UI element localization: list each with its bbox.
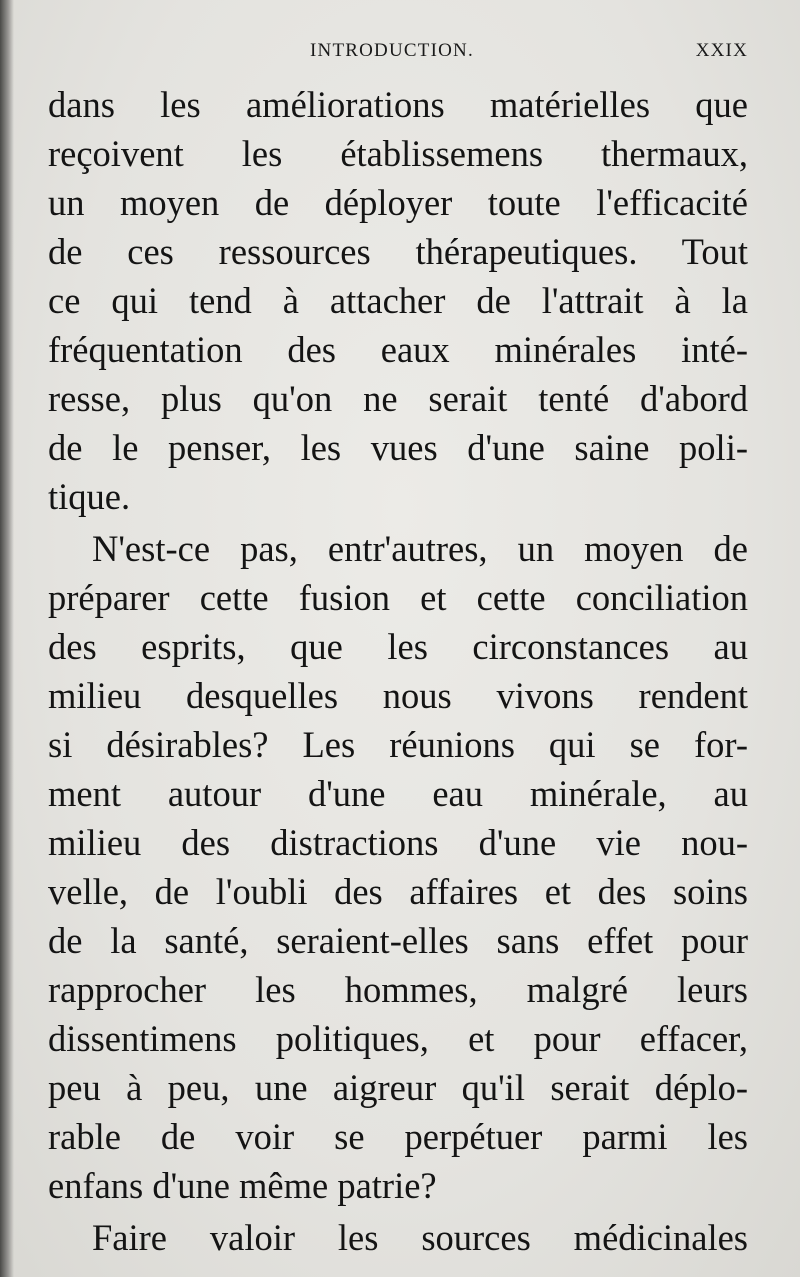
text-line: des esprits, que les circonstances au	[48, 626, 748, 667]
text-line: de la santé, seraient-elles sans effet pour	[48, 920, 748, 961]
body-text	[48, 80, 748, 1262]
text-line: N'est-ce pas, entr'autres, un moyen de	[92, 528, 748, 569]
text-line: ce qui tend à attacher de l'attrait à la	[48, 280, 748, 321]
running-title: INTRODUCTION.	[310, 40, 474, 61]
text-line: fréquentation des eaux minérales inté-	[48, 329, 748, 370]
text-line: dans les améliorations matérielles que	[48, 84, 748, 125]
page-header	[48, 40, 748, 68]
text-line: un moyen de déployer toute l'efficacité	[48, 182, 748, 223]
text-line: de le penser, les vues d'une saine poli-	[48, 427, 748, 468]
page-number: XXIX	[695, 40, 748, 61]
text-line: rable de voir se perpétuer parmi les	[48, 1116, 748, 1157]
text-line: enfans d'une même patrie?	[48, 1165, 437, 1206]
text-line: rapprocher les hommes, malgré leurs	[48, 969, 748, 1010]
text-line: reçoivent les établissemens thermaux,	[48, 133, 748, 174]
text-line: resse, plus qu'on ne serait tenté d'abord	[48, 378, 748, 419]
text-line: de ces ressources thérapeutiques. Tout	[48, 231, 748, 272]
text-line: ment autour d'une eau minérale, au	[48, 773, 748, 814]
text-line: préparer cette fusion et cette conciliation	[48, 577, 748, 618]
text-line: Faire valoir les sources médicinales	[92, 1217, 748, 1258]
text-line: tique.	[48, 476, 131, 517]
text-line: si désirables? Les réunions qui se for-	[48, 724, 748, 765]
text-line: milieu des distractions d'une vie nou-	[48, 822, 748, 863]
text-line: velle, de l'oubli des affaires et des soins	[48, 871, 748, 912]
text-line: milieu desquelles nous vivons rendent	[48, 675, 748, 716]
text-line: peu à peu, une aigreur qu'il serait déplo-	[48, 1067, 748, 1108]
text-line: dissentimens politiques, et pour effacer,	[48, 1018, 748, 1059]
